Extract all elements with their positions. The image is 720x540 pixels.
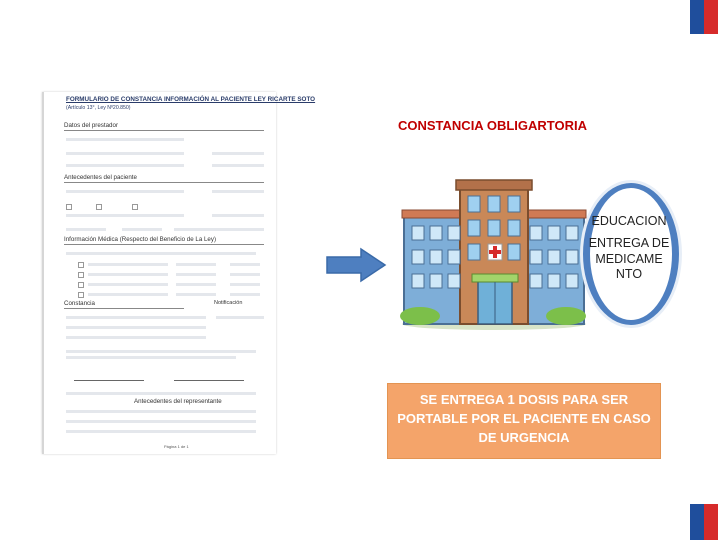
right-arrow-icon bbox=[325, 248, 387, 282]
notificacion-label: Notificación bbox=[214, 300, 243, 306]
section-representante: Antecedentes del representante bbox=[134, 398, 222, 405]
flag-decoration-top bbox=[690, 0, 718, 34]
section-medica: Información Médica (Respecto del Beneficio de La Ley) bbox=[64, 236, 264, 245]
circle-label-educacion: EDUCACION bbox=[591, 214, 667, 228]
hospital-building-icon bbox=[398, 180, 610, 330]
section-paciente: Antecedentes del paciente bbox=[64, 174, 264, 183]
page-title: CONSTANCIA OBLIGARTORIA bbox=[398, 118, 587, 133]
form-title: FORMULARIO DE CONSTANCIA INFORMACIÓN AL PACIENTE LEY RICARTE SOTO bbox=[66, 96, 316, 103]
page-number: Página 1 de 1 bbox=[164, 444, 189, 449]
dose-info-box: SE ENTREGA 1 DOSIS PARA SER PORTABLE POR EL PACIENTE EN CASO DE URGENCIA bbox=[387, 383, 661, 459]
consent-form-image bbox=[42, 92, 316, 454]
flag-decoration-bottom bbox=[690, 504, 718, 540]
circle-label-entrega: ENTREGA DE MEDICAME NTO bbox=[588, 236, 670, 281]
section-constancia: Constancia bbox=[64, 300, 184, 309]
form-subtitle: (Artículo 13°, Ley Nº20.850) bbox=[66, 105, 131, 111]
section-prestador: Datos del prestador bbox=[64, 122, 264, 131]
